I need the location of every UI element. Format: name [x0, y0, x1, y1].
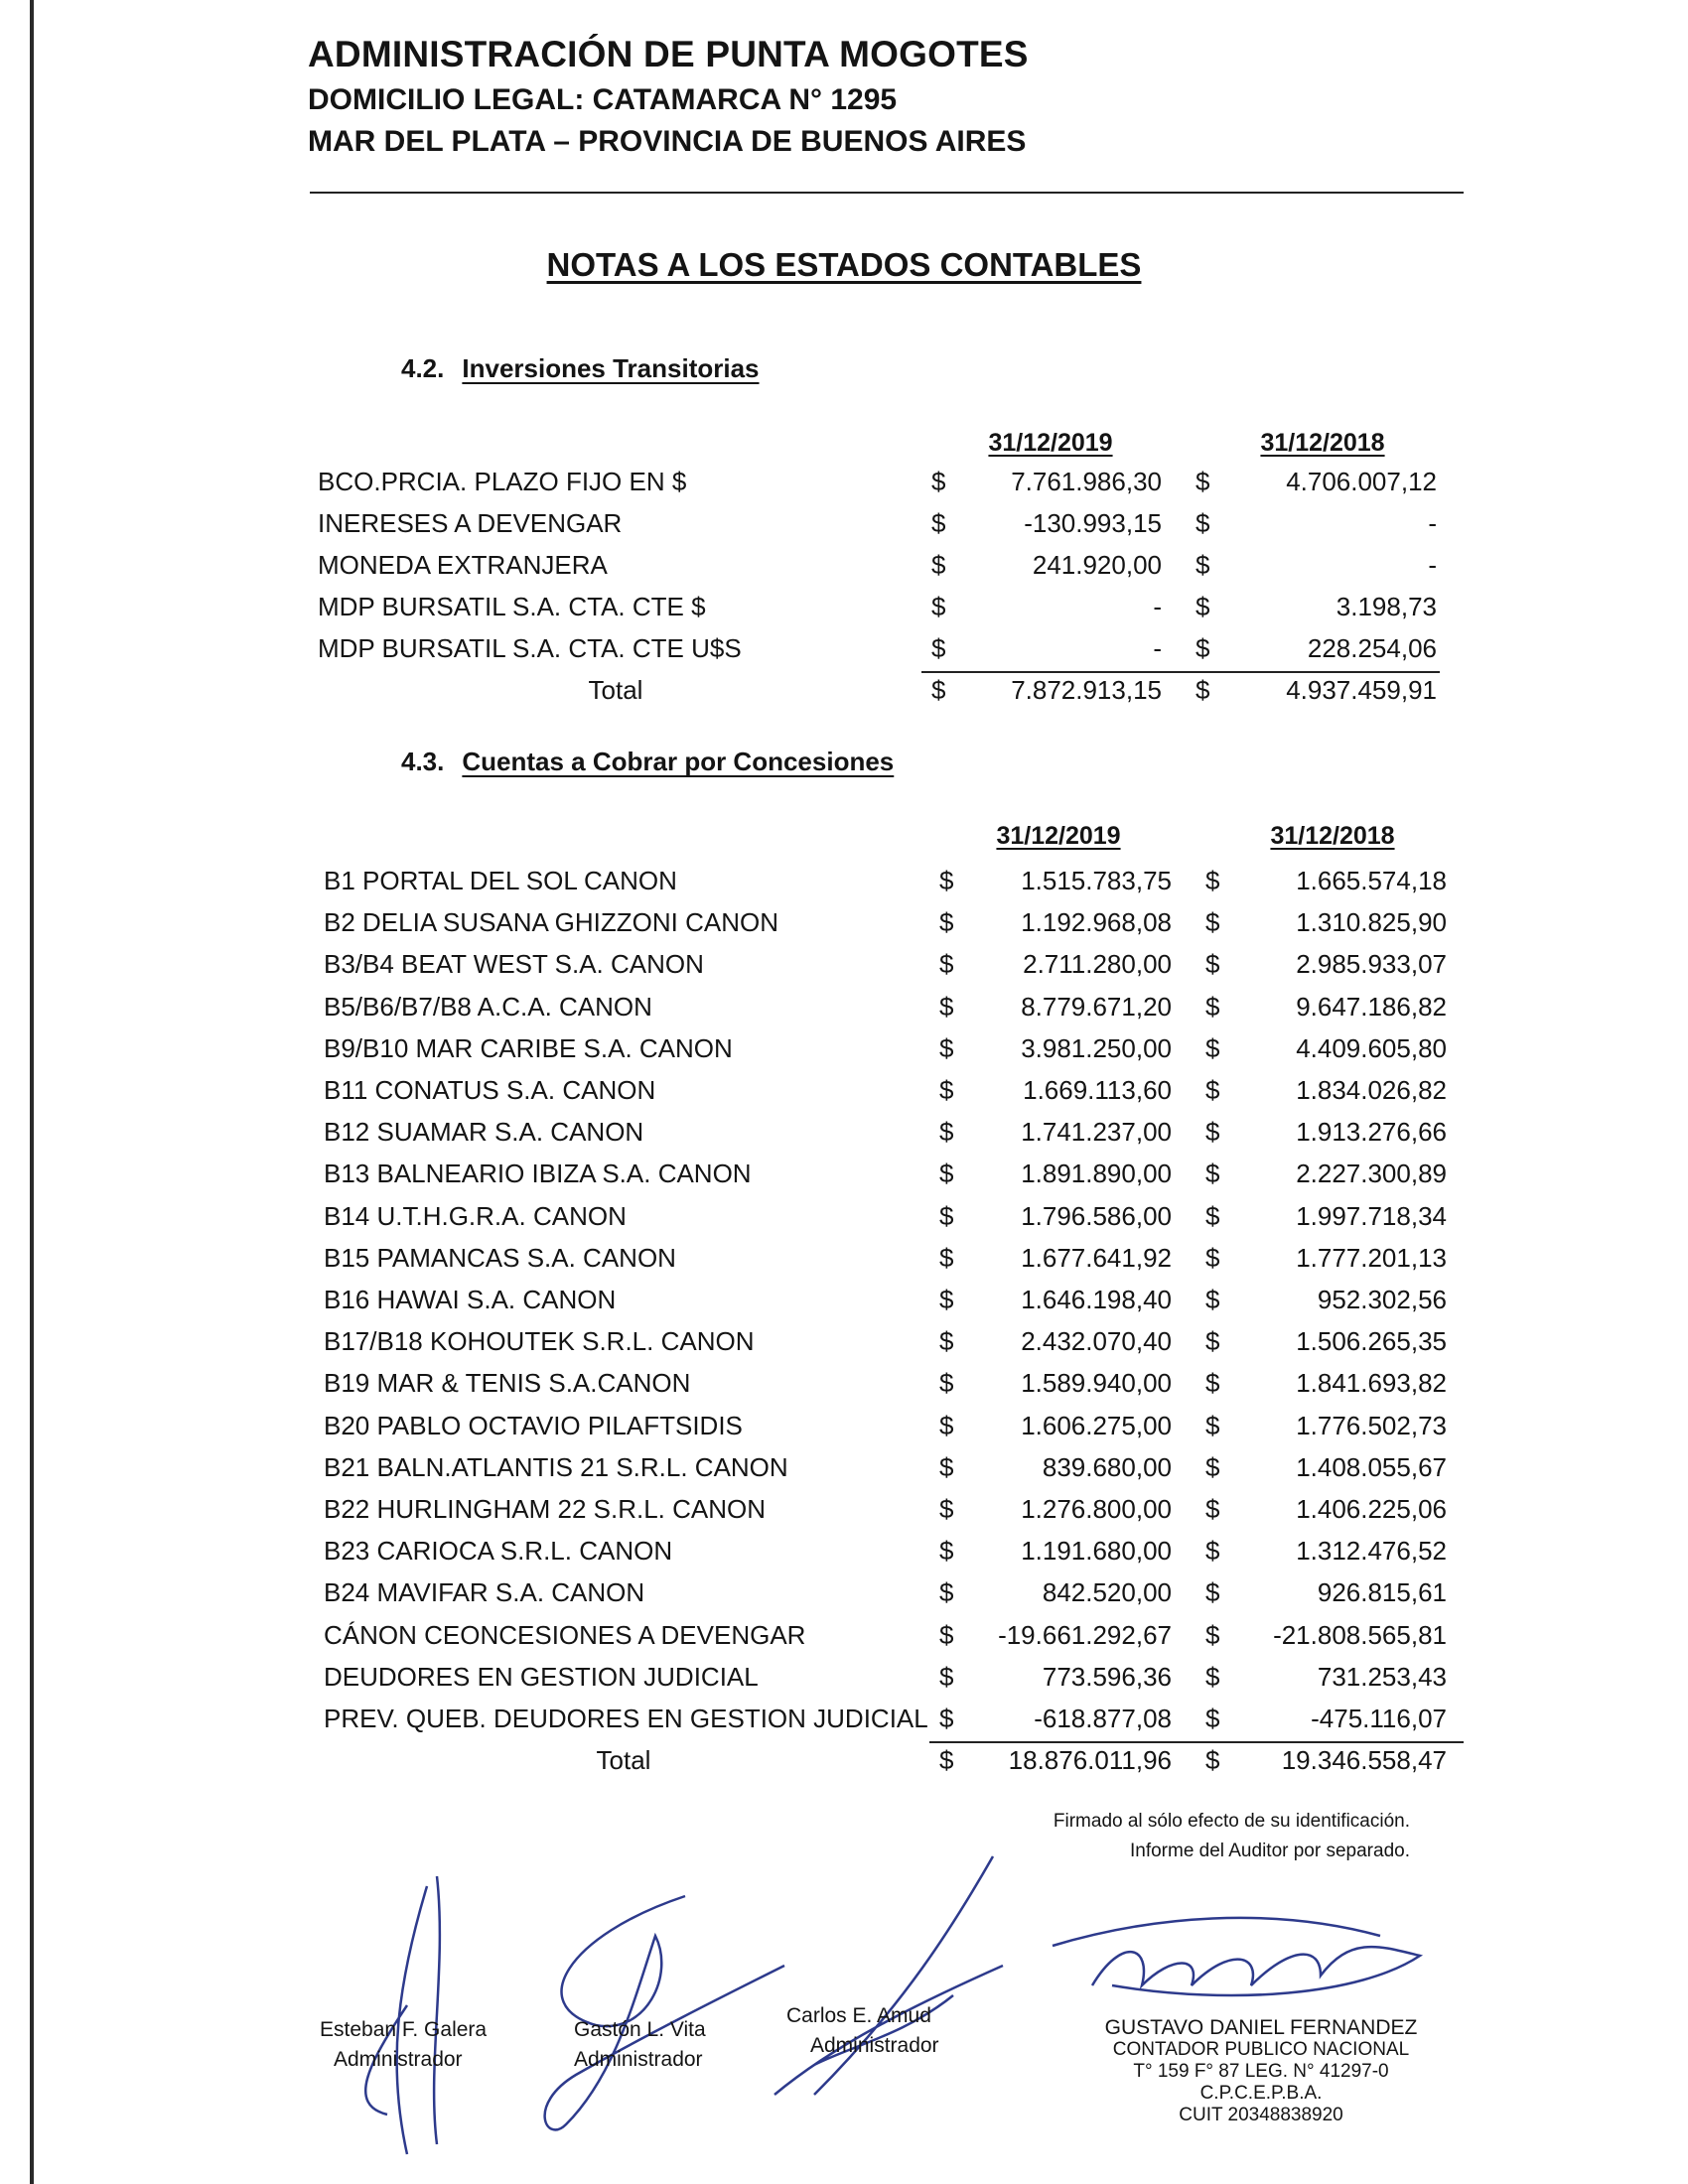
row-label: BCO.PRCIA. PLAZO FIJO EN $ — [318, 467, 687, 496]
currency-symbol: $ — [939, 866, 954, 895]
row-label: INERESES A DEVENGAR — [318, 508, 623, 538]
section-4-3-col-2019: 31/12/2019 — [996, 822, 1121, 850]
currency-symbol: $ — [939, 1704, 954, 1733]
value-v2018: 2.985.933,07 — [1296, 949, 1447, 980]
value-v2019: 7.872.913,15 — [1011, 675, 1162, 705]
table-row — [0, 1620, 1688, 1662]
value-v2019: 2.711.280,00 — [1023, 949, 1172, 980]
currency-symbol: $ — [931, 467, 946, 496]
currency-symbol: $ — [939, 1285, 954, 1314]
signature-amud — [755, 1846, 1013, 2124]
value-v2018: - — [1428, 508, 1437, 538]
row-label: B22 HURLINGHAM 22 S.R.L. CANON — [324, 1494, 767, 1524]
value-v2018: 731.253,43 — [1317, 1661, 1447, 1692]
table-row — [0, 1201, 1688, 1243]
currency-symbol: $ — [931, 592, 946, 621]
table-row — [0, 1662, 1688, 1704]
value-v2018: - — [1428, 550, 1437, 580]
table-row — [0, 467, 1688, 508]
table-row — [0, 1075, 1688, 1117]
currency-symbol: $ — [939, 1410, 954, 1440]
currency-symbol: $ — [939, 907, 954, 938]
org-name: ADMINISTRACIÓN DE PUNTA MOGOTES — [308, 34, 1029, 74]
value-v2019: -130.993,15 — [1024, 508, 1162, 538]
table-row — [0, 907, 1688, 949]
row-label: B24 MAVIFAR S.A. CANON — [324, 1577, 645, 1608]
value-v2018: 952.302,56 — [1317, 1285, 1447, 1314]
value-v2018: 19.346.558,47 — [1281, 1745, 1447, 1776]
value-v2019: 839.680,00 — [1042, 1451, 1172, 1482]
auditor-stamp: GUSTAVO DANIEL FERNANDEZ CONTADOR PUBLICO NACIONAL T° 159 F° 87 LEG. N° 41297-0 C.P.C.E.P.B.A. CUIT 20348838920 — [1104, 2016, 1418, 2125]
section42-total-row — [0, 675, 1688, 717]
currency-symbol: $ — [939, 1032, 954, 1063]
currency-symbol: $ — [1196, 675, 1210, 705]
value-v2018: 1.312.476,52 — [1296, 1536, 1447, 1567]
currency-symbol: $ — [1205, 1242, 1220, 1273]
value-v2018: 1.913.276,66 — [1296, 1117, 1447, 1148]
row-label: Total — [588, 675, 643, 705]
value-v2019: 7.761.986,30 — [1011, 467, 1162, 496]
currency-symbol: $ — [939, 1619, 954, 1650]
section43-total-row — [0, 1745, 1688, 1787]
currency-symbol: $ — [1205, 907, 1220, 938]
row-label: B13 BALNEARIO IBIZA S.A. CANON — [324, 1159, 752, 1189]
value-v2018: 4.937.459,91 — [1286, 675, 1437, 705]
currency-symbol: $ — [939, 1745, 954, 1776]
table-row — [0, 949, 1688, 991]
value-v2019: 1.891.890,00 — [1021, 1159, 1172, 1189]
currency-symbol: $ — [1205, 1159, 1220, 1189]
section-4-2-col-2019: 31/12/2019 — [988, 429, 1113, 457]
table-row — [0, 633, 1688, 675]
currency-symbol: $ — [1205, 866, 1220, 895]
table-row — [0, 508, 1688, 550]
value-v2019: 842.520,00 — [1042, 1577, 1172, 1608]
value-v2019: 2.432.070,40 — [1021, 1326, 1172, 1357]
city-province: MAR DEL PLATA – PROVINCIA DE BUENOS AIRES — [308, 125, 1027, 158]
currency-symbol: $ — [1205, 1494, 1220, 1524]
value-v2019: 1.589.940,00 — [1021, 1368, 1172, 1399]
value-v2019: 8.779.671,20 — [1021, 991, 1172, 1022]
table-row — [0, 592, 1688, 633]
table-row — [0, 1368, 1688, 1410]
row-label: B9/B10 MAR CARIBE S.A. CANON — [324, 1032, 733, 1063]
value-v2019: 1.741.237,00 — [1021, 1117, 1172, 1148]
row-label: B17/B18 KOHOUTEK S.R.L. CANON — [324, 1326, 755, 1357]
row-label: DEUDORES EN GESTION JUDICIAL — [324, 1661, 759, 1692]
value-v2018: 1.841.693,82 — [1296, 1368, 1447, 1399]
currency-symbol: $ — [1205, 1200, 1220, 1231]
value-v2018: 1.834.026,82 — [1296, 1075, 1447, 1105]
value-v2019: - — [1153, 592, 1162, 621]
row-label: B3/B4 BEAT WEST S.A. CANON — [324, 949, 704, 980]
table-row — [0, 1033, 1688, 1075]
row-label: B15 PAMANCAS S.A. CANON — [324, 1242, 676, 1273]
value-v2018: 1.777.201,13 — [1296, 1242, 1447, 1273]
identification-note: Firmado al sólo efecto de su identificación. — [1053, 1811, 1410, 1832]
value-v2018: 1.506.265,35 — [1296, 1326, 1447, 1357]
row-label: B21 BALN.ATLANTIS 21 S.R.L. CANON — [324, 1451, 788, 1482]
currency-symbol: $ — [939, 991, 954, 1022]
table-row — [0, 1704, 1688, 1745]
section42-total-rule — [921, 671, 1440, 673]
currency-symbol: $ — [1205, 1410, 1220, 1440]
auditor-report-note: Informe del Auditor por separado. — [1129, 1841, 1410, 1861]
currency-symbol: $ — [1205, 1368, 1220, 1399]
currency-symbol: $ — [931, 675, 946, 705]
value-v2019: 1.515.783,75 — [1021, 866, 1172, 895]
value-v2018: 1.406.225,06 — [1296, 1494, 1447, 1524]
value-v2018: 4.409.605,80 — [1296, 1032, 1447, 1063]
row-label: B11 CONATUS S.A. CANON — [324, 1075, 656, 1105]
table-row — [0, 1326, 1688, 1368]
table-row — [0, 1577, 1688, 1619]
value-v2019: 1.669.113,60 — [1023, 1075, 1172, 1105]
currency-symbol: $ — [939, 1661, 954, 1692]
currency-symbol: $ — [1205, 1075, 1220, 1105]
section-4-3-col-2018: 31/12/2018 — [1270, 822, 1395, 850]
row-label: B2 DELIA SUSANA GHIZZONI CANON — [324, 907, 778, 938]
table-row — [0, 1494, 1688, 1536]
currency-symbol: $ — [1196, 550, 1210, 580]
signatory-vita: Gastón L. Vita Administrador — [574, 2018, 706, 2071]
value-v2019: 241.920,00 — [1032, 550, 1162, 580]
currency-symbol: $ — [1205, 1536, 1220, 1567]
value-v2018: -21.808.565,81 — [1273, 1619, 1447, 1650]
currency-symbol: $ — [1205, 1661, 1220, 1692]
currency-symbol: $ — [939, 1242, 954, 1273]
currency-symbol: $ — [939, 1117, 954, 1148]
row-label: CÁNON CEONCESIONES A DEVENGAR — [324, 1619, 806, 1650]
row-label: MONEDA EXTRANJERA — [318, 550, 608, 580]
currency-symbol: $ — [1196, 467, 1210, 496]
currency-symbol: $ — [931, 508, 946, 538]
currency-symbol: $ — [939, 1200, 954, 1231]
currency-symbol: $ — [1205, 1619, 1220, 1650]
row-label: Total — [596, 1745, 651, 1776]
section-4-2-heading: 4.2. Inversiones Transitorias — [401, 353, 760, 383]
table-row — [0, 1452, 1688, 1494]
value-v2018: 1.408.055,67 — [1296, 1451, 1447, 1482]
row-label: B5/B6/B7/B8 A.C.A. CANON — [324, 991, 652, 1022]
value-v2019: 1.796.586,00 — [1021, 1200, 1172, 1231]
currency-symbol: $ — [1205, 1285, 1220, 1314]
value-v2018: 1.310.825,90 — [1296, 907, 1447, 938]
row-label: B20 PABLO OCTAVIO PILAFTSIDIS — [324, 1410, 743, 1440]
table-row — [0, 992, 1688, 1033]
value-v2018: 1.665.574,18 — [1296, 866, 1447, 895]
currency-symbol: $ — [1205, 1704, 1220, 1733]
row-label: B12 SUAMAR S.A. CANON — [324, 1117, 644, 1148]
currency-symbol: $ — [1205, 1745, 1220, 1776]
value-v2019: 18.876.011,96 — [1008, 1745, 1172, 1776]
value-v2019: -19.661.292,67 — [998, 1619, 1172, 1650]
row-label: MDP BURSATIL S.A. CTA. CTE $ — [318, 592, 706, 621]
table-row — [0, 550, 1688, 592]
row-label: MDP BURSATIL S.A. CTA. CTE U$S — [318, 633, 742, 663]
currency-symbol: $ — [931, 633, 946, 663]
row-label: B19 MAR & TENIS S.A.CANON — [324, 1368, 691, 1399]
header-divider — [310, 192, 1464, 194]
signatory-amud: Carlos E. Amud Administrador — [786, 2004, 939, 2057]
currency-symbol: $ — [939, 1159, 954, 1189]
currency-symbol: $ — [1205, 1032, 1220, 1063]
currency-symbol: $ — [931, 550, 946, 580]
row-label: B23 CARIOCA S.R.L. CANON — [324, 1536, 673, 1567]
row-label: B1 PORTAL DEL SOL CANON — [324, 866, 677, 895]
currency-symbol: $ — [1205, 949, 1220, 980]
value-v2018: 2.227.300,89 — [1296, 1159, 1447, 1189]
value-v2019: 3.981.250,00 — [1021, 1032, 1172, 1063]
currency-symbol: $ — [939, 1368, 954, 1399]
value-v2018: 9.647.186,82 — [1296, 991, 1447, 1022]
document-title: NOTAS A LOS ESTADOS CONTABLES — [546, 246, 1142, 283]
signature-fernandez — [1033, 1876, 1430, 2035]
currency-symbol: $ — [1205, 1577, 1220, 1608]
section-4-3-heading: 4.3. Cuentas a Cobrar por Concesiones — [401, 747, 895, 776]
currency-symbol: $ — [1205, 1117, 1220, 1148]
value-v2019: 1.192.968,08 — [1021, 907, 1172, 938]
table-row — [0, 1243, 1688, 1285]
currency-symbol: $ — [1196, 592, 1210, 621]
value-v2019: -618.877,08 — [1034, 1704, 1172, 1733]
currency-symbol: $ — [1205, 1326, 1220, 1357]
value-v2018: 4.706.007,12 — [1286, 467, 1437, 496]
currency-symbol: $ — [939, 949, 954, 980]
value-v2019: 1.606.275,00 — [1021, 1410, 1172, 1440]
table-row — [0, 1117, 1688, 1159]
signatory-galera: Esteban F. Galera Administrador — [320, 2018, 488, 2071]
value-v2018: 3.198,73 — [1336, 592, 1437, 621]
value-v2019: 1.276.800,00 — [1021, 1494, 1172, 1524]
currency-symbol: $ — [939, 1075, 954, 1105]
value-v2019: 773.596,36 — [1042, 1661, 1172, 1692]
table-row — [0, 1536, 1688, 1577]
currency-symbol: $ — [1196, 508, 1210, 538]
value-v2018: 228.254,06 — [1307, 633, 1437, 663]
value-v2018: 1.997.718,34 — [1296, 1200, 1447, 1231]
currency-symbol: $ — [939, 1577, 954, 1608]
row-label: B14 U.T.H.G.R.A. CANON — [324, 1200, 627, 1231]
currency-symbol: $ — [1205, 991, 1220, 1022]
currency-symbol: $ — [939, 1326, 954, 1357]
section43-total-rule — [929, 1741, 1464, 1743]
table-row — [0, 866, 1688, 907]
value-v2019: 1.646.198,40 — [1021, 1285, 1172, 1314]
value-v2018: -475.116,07 — [1311, 1704, 1447, 1733]
value-v2019: 1.191.680,00 — [1021, 1536, 1172, 1567]
currency-symbol: $ — [939, 1451, 954, 1482]
legal-address: DOMICILIO LEGAL: CATAMARCA N° 1295 — [308, 83, 898, 116]
currency-symbol: $ — [939, 1536, 954, 1567]
row-label: PREV. QUEB. DEUDORES EN GESTION JUDICIAL — [324, 1704, 928, 1733]
currency-symbol: $ — [939, 1494, 954, 1524]
value-v2018: 926.815,61 — [1317, 1577, 1447, 1608]
table-row — [0, 1285, 1688, 1326]
table-row — [0, 1159, 1688, 1200]
table-row — [0, 1411, 1688, 1452]
currency-symbol: $ — [1205, 1451, 1220, 1482]
section-4-2-col-2018: 31/12/2018 — [1260, 429, 1385, 457]
currency-symbol: $ — [1196, 633, 1210, 663]
value-v2018: 1.776.502,73 — [1296, 1410, 1447, 1440]
value-v2019: 1.677.641,92 — [1021, 1242, 1172, 1273]
row-label: B16 HAWAI S.A. CANON — [324, 1285, 617, 1314]
value-v2019: - — [1153, 633, 1162, 663]
